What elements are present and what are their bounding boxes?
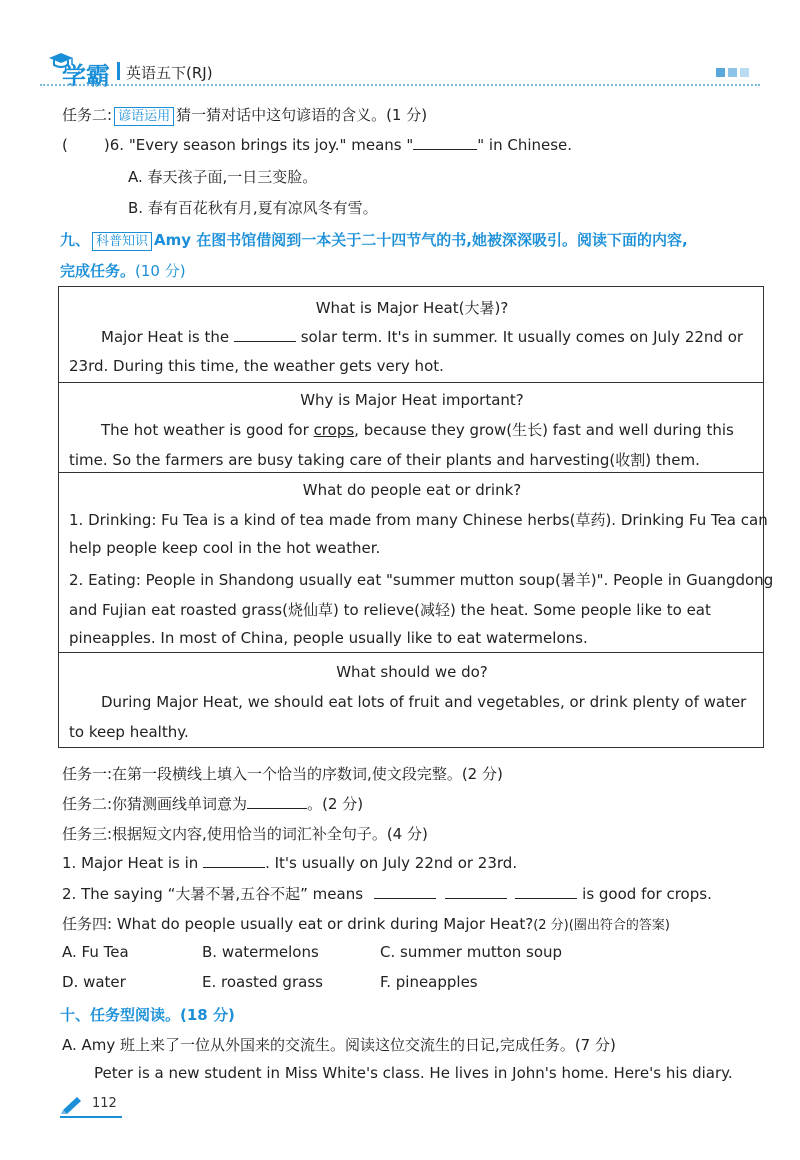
section-9-line2-text: 完成任务。 — [60, 262, 136, 280]
page-number: 112 — [92, 1096, 117, 1111]
s1-text-a: 1. Major Heat is in — [62, 854, 199, 872]
logo: 学霸 — [62, 62, 110, 90]
s2-blank-3[interactable] — [515, 884, 577, 899]
footer-underline — [60, 1116, 122, 1118]
question-6 — [62, 135, 572, 154]
task-4-option-d[interactable]: D. water — [62, 973, 126, 991]
passage-p2-line2: time. So the farmers are busy taking care of their plants and harvesting(收割) them. — [69, 451, 700, 469]
pencil-icon — [60, 1094, 84, 1118]
section-10-intro: Peter is a new student in Miss White's class. He lives in John's home. Here's his diary. — [94, 1064, 733, 1082]
section-10-title: 十、任务型阅读。(18 分) — [60, 1006, 235, 1024]
task2-top-prefix: 任务二: — [62, 106, 113, 124]
passage-p4-line1: During Major Heat, we should eat lots of fruit and vegetables, or drink plenty of water — [101, 693, 747, 711]
section-9-points: (10 分) — [135, 262, 186, 280]
q6-number: )6. — [103, 136, 125, 154]
underlined-word-crops: crops — [313, 421, 355, 439]
task-4-text-b: (2 分)(圈出符合的答案) — [533, 918, 670, 933]
tag-proverb: 谚语运用 — [114, 107, 174, 126]
task-2-blank[interactable] — [247, 794, 307, 809]
section-10-a: A. Amy 班上来了一位从外国来的交流生。阅读这位交流生的日记,完成任务。(7 分) — [62, 1036, 616, 1054]
s2-blank-1[interactable] — [374, 884, 436, 899]
passage-row-1 — [59, 287, 763, 383]
task2-top — [62, 104, 427, 126]
passage-row-2 — [59, 383, 763, 473]
passage-p1-line2: 23rd. During this time, the weather gets very hot. — [69, 357, 444, 375]
q6-option-a[interactable]: A. 春天孩子面,一日三变脸。 — [128, 168, 318, 186]
s2-text-b: is good for crops. — [582, 885, 712, 903]
logo-divider — [117, 62, 120, 80]
task-4-option-a[interactable]: A. Fu Tea — [62, 943, 129, 961]
task-2-text-b: 。(2 分) — [307, 795, 364, 813]
passage-p3-line4: and Fujian eat roasted grass(烧仙草) to relieve(减轻) the heat. Some people like to eat — [69, 601, 711, 619]
task-3-sentence-1 — [62, 853, 517, 872]
passage-p3-line3: 2. Eating: People in Shandong usually eat "summer mutton soup(暑羊)". People in Guangdong — [69, 571, 774, 589]
passage-p3-line1: 1. Drinking: Fu Tea is a kind of tea made from many Chinese herbs(草药). Drinking Fu Tea can — [69, 511, 768, 529]
section-9-title — [60, 229, 688, 251]
p1-text-b: solar term. It's in summer. It usually comes on July 22nd or — [300, 328, 744, 346]
passage-heading-4: What should we do? — [336, 663, 488, 681]
header-rule — [40, 84, 760, 86]
task-4 — [62, 913, 670, 934]
q6-text-a: "Every season brings its joy." means " — [128, 136, 414, 154]
footer — [60, 1094, 140, 1120]
s2-text-a: 2. The saying “大暑不暑,五谷不起” means — [62, 885, 364, 903]
task-1: 任务一:在第一段横线上填入一个恰当的序数词,使文段完整。(2 分) — [62, 765, 503, 783]
passage-heading-2: Why is Major Heat important? — [300, 391, 524, 409]
task-3-sentence-2 — [62, 883, 712, 904]
task-3: 任务三:根据短文内容,使用恰当的词汇补全句子。(4 分) — [62, 825, 428, 843]
tag-science: 科普知识 — [92, 232, 152, 251]
task-2 — [62, 793, 363, 814]
task-4-text-a: 任务四: What do people usually eat or drink during Major Heat? — [62, 915, 534, 933]
passage-p1-line1 — [101, 327, 755, 346]
passage-p3-line5: pineapples. In most of China, people usually like to eat watermelons. — [69, 629, 588, 647]
header-square-3 — [740, 68, 749, 77]
passage-p2-line1 — [101, 419, 755, 440]
task2-top-text: 猜一猜对话中这句谚语的含义。(1 分) — [176, 106, 428, 124]
passage-p4-line2: to keep healthy. — [69, 723, 189, 741]
header-square-1 — [716, 68, 725, 77]
header — [40, 52, 760, 88]
passage-p3-line2: help people keep cool in the hot weather. — [69, 539, 381, 557]
section-9-num: 九、 — [60, 231, 91, 249]
book-title: 英语五下(RJ) — [126, 64, 213, 82]
passage-heading-1: What is Major Heat(大暑)? — [315, 299, 509, 317]
s2-blank-2[interactable] — [445, 884, 507, 899]
passage-heading-3: What do people eat or drink? — [302, 481, 522, 499]
s1-text-b: . It's usually on July 22nd or 23rd. — [265, 854, 518, 872]
passage-row-4 — [59, 653, 763, 749]
passage-row-3 — [59, 473, 774, 653]
task-4-option-e[interactable]: E. roasted grass — [202, 973, 323, 991]
q6-option-b[interactable]: B. 春有百花秋有月,夏有凉风冬有雪。 — [128, 199, 378, 217]
section-9-line1: Amy 在图书馆借阅到一本关于二十四节气的书,她被深深吸引。阅读下面的内容, — [154, 231, 688, 249]
header-square-2 — [728, 68, 737, 77]
s1-blank[interactable] — [203, 853, 265, 868]
q6-text-b: " in Chinese. — [477, 136, 573, 154]
passage-table — [58, 286, 774, 748]
section-9-line2 — [60, 260, 186, 281]
ordinal-blank[interactable] — [234, 327, 296, 342]
q6-paren-open: ( — [62, 136, 68, 154]
q6-blank[interactable] — [413, 135, 477, 150]
task-4-option-c[interactable]: C. summer mutton soup — [380, 943, 563, 961]
task-4-option-f[interactable]: F. pineapples — [380, 973, 478, 991]
p1-text-a: Major Heat is the — [101, 328, 230, 346]
task-2-text-a: 任务二:你猜测画线单词意为 — [62, 795, 248, 813]
task-4-option-b[interactable]: B. watermelons — [202, 943, 319, 961]
p2-text-b: , because they grow(生长) fast and well during this — [354, 421, 734, 439]
p2-text-a: The hot weather is good for — [101, 421, 309, 439]
